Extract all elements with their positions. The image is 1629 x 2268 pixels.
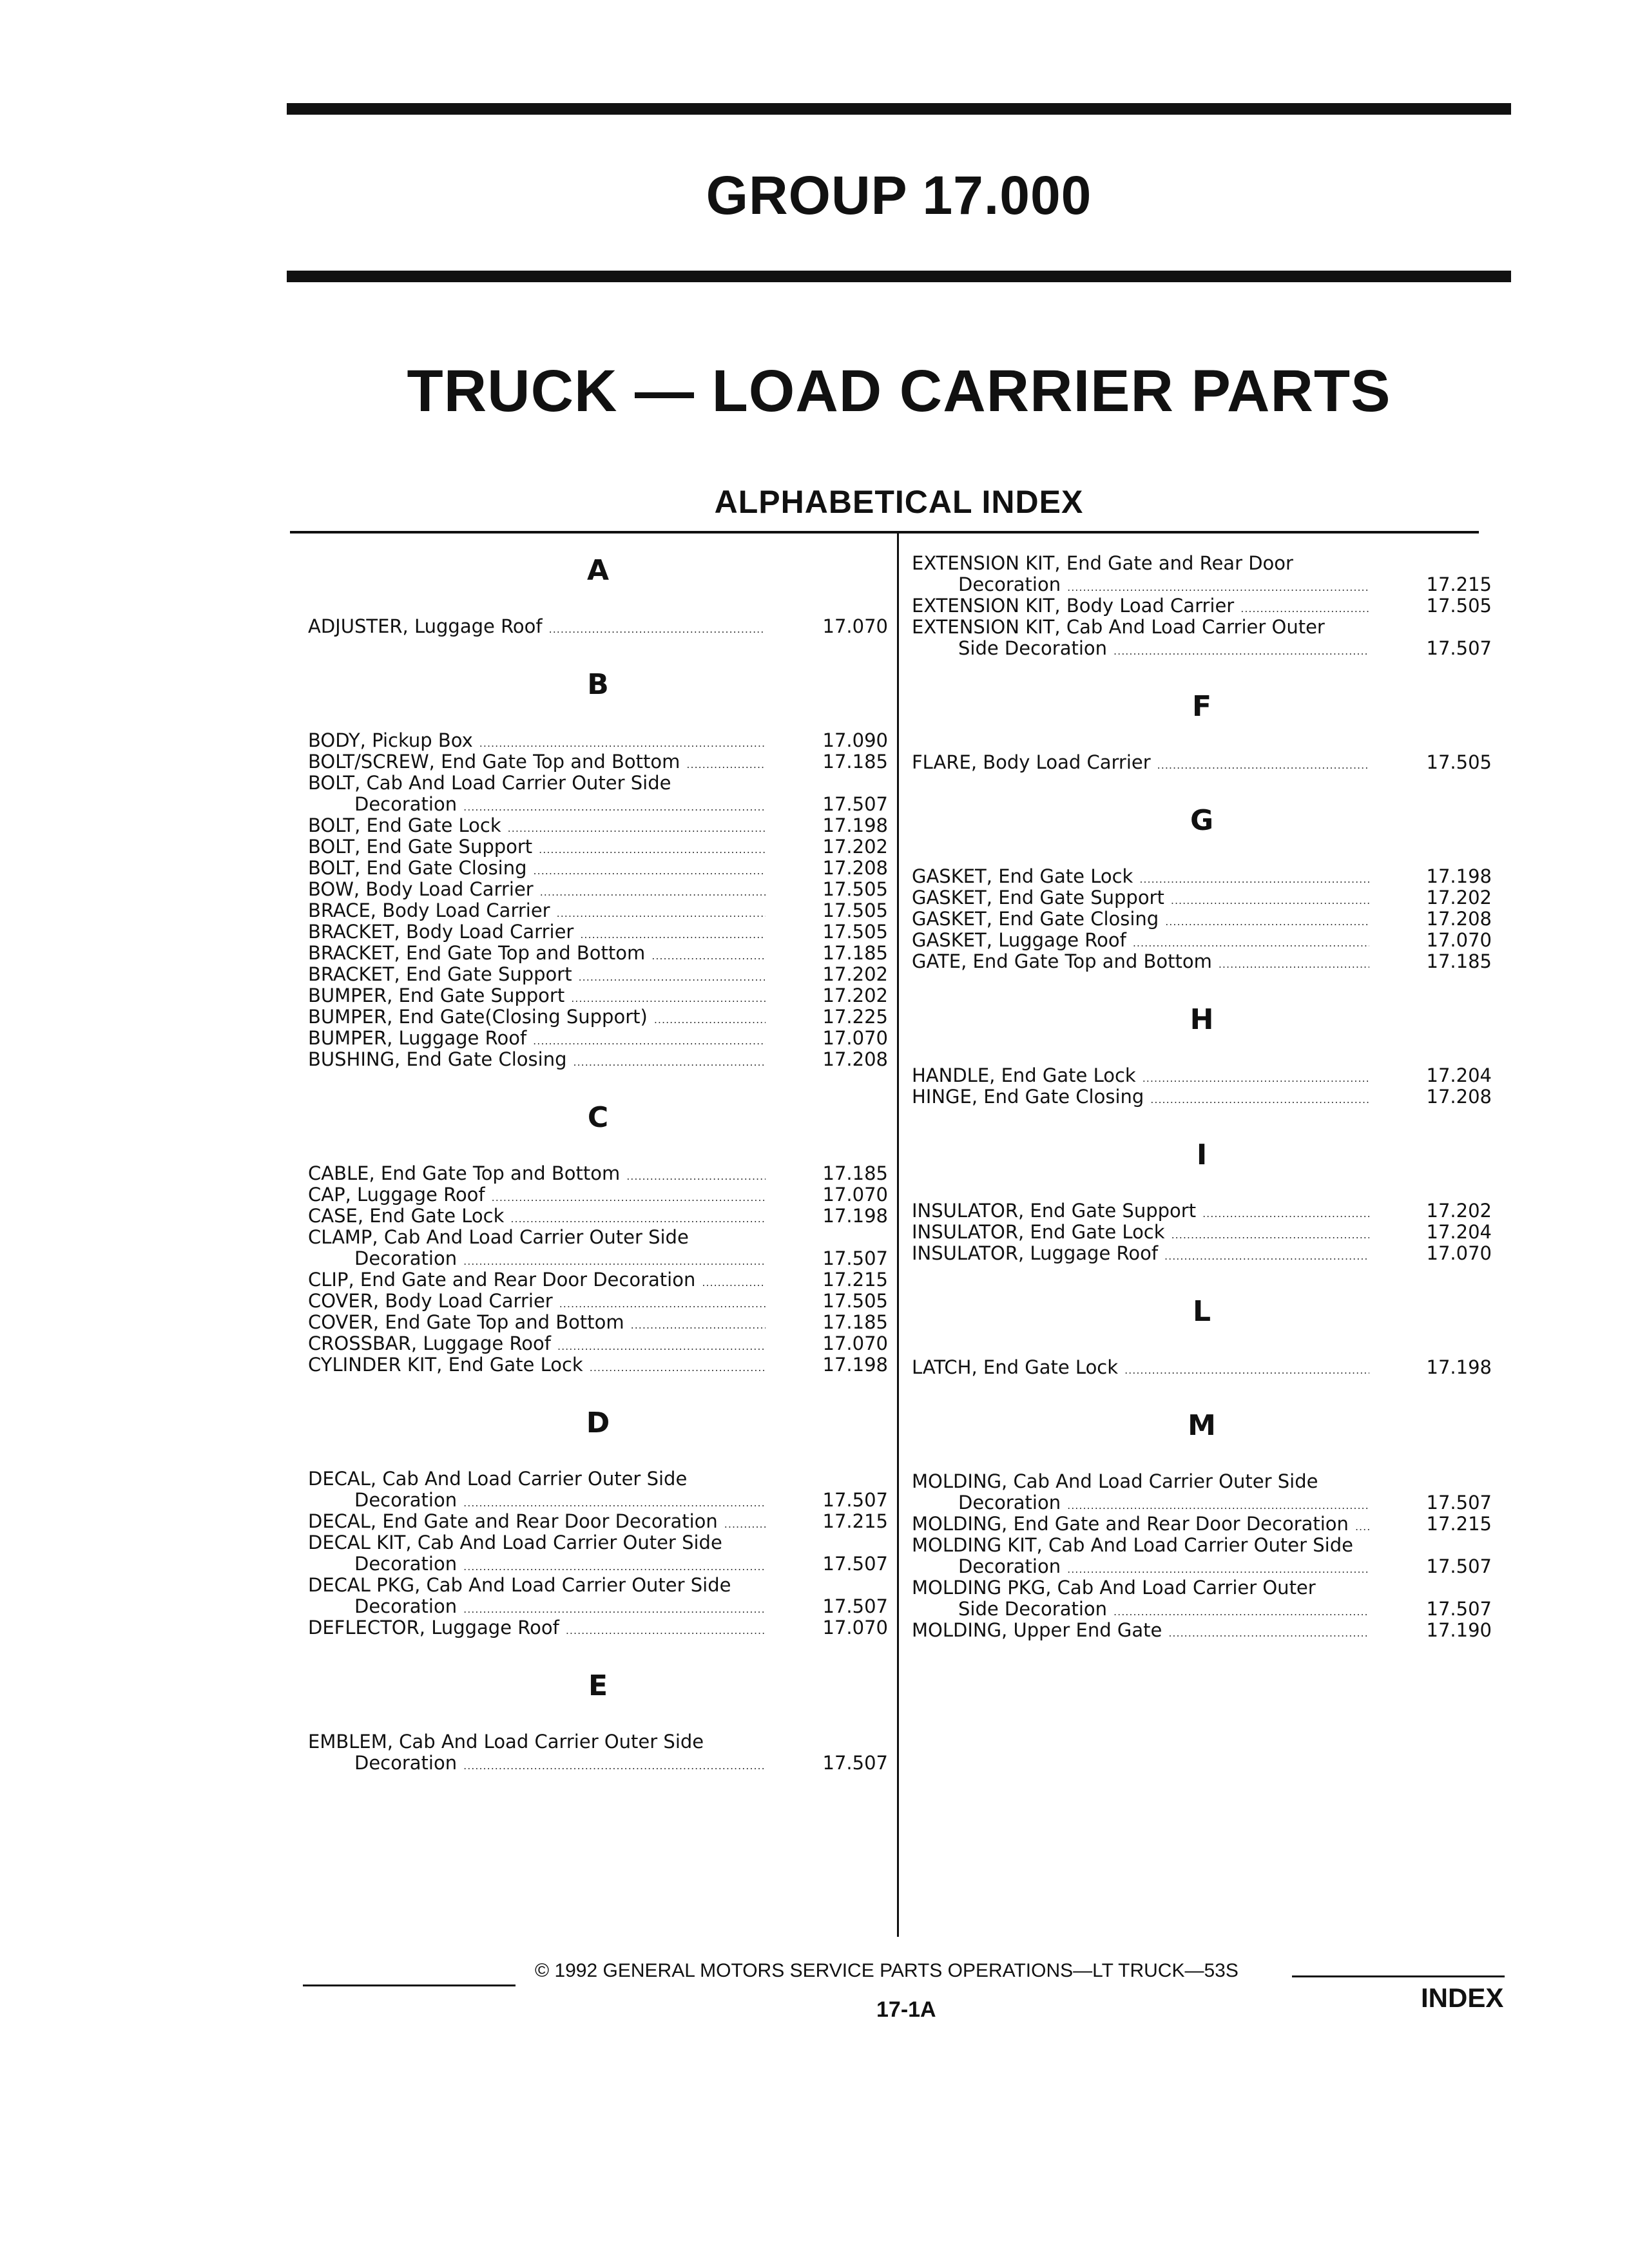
leader-dots (463, 1755, 766, 1776)
entry-text: DECAL, Cab And Load Carrier Outer Side (308, 1468, 688, 1490)
index-section (308, 1095, 888, 1376)
section-letter: C (587, 1100, 609, 1134)
second-rule (287, 271, 1511, 282)
index-section (912, 997, 1492, 1108)
entry-text: DECAL, End Gate and Rear Door Decoration (308, 1510, 718, 1532)
leader-dots (1150, 1089, 1369, 1110)
entry-ref: 17.215 (1426, 1513, 1492, 1535)
entry-text: Decoration (958, 1492, 1061, 1514)
leader-dots (1219, 954, 1369, 975)
entry-ref: 17.070 (822, 1332, 888, 1354)
index-entry (308, 879, 888, 900)
index-entry (308, 1532, 888, 1575)
entry-ref: 17.507 (822, 1595, 888, 1617)
entry-ref: 17.208 (1426, 908, 1492, 930)
entry-ref: 17.507 (1426, 1492, 1492, 1514)
leader-dots (574, 1052, 766, 1073)
index-entry (912, 617, 1492, 659)
entry-text: Side Decoration (958, 1598, 1108, 1620)
entry-ref: 17.198 (822, 814, 888, 836)
index-entry (912, 1200, 1492, 1222)
entry-ref: 17.507 (1426, 637, 1492, 659)
entry-text: LATCH, End Gate Lock (912, 1356, 1119, 1378)
entry-text: Decoration (354, 1595, 458, 1617)
leader-dots (1168, 1622, 1369, 1644)
entry-ref: 17.204 (1426, 1221, 1492, 1243)
index-label: INDEX (1421, 1983, 1504, 2013)
section-letter: G (1190, 803, 1214, 837)
index-section (912, 1132, 1492, 1264)
entry-text: EMBLEM, Cab And Load Carrier Outer Side (308, 1731, 704, 1753)
index-entry (308, 730, 888, 751)
entry-ref: 17.505 (1426, 595, 1492, 617)
entry-text: CASE, End Gate Lock (308, 1205, 505, 1227)
entry-ref: 17.507 (822, 793, 888, 815)
entry-text: CYLINDER KIT, End Gate Lock (308, 1354, 583, 1376)
entry-text: Decoration (354, 1553, 458, 1575)
entry-text: EXTENSION KIT, Body Load Carrier (912, 595, 1235, 617)
footer-rule-right (1292, 1975, 1505, 1977)
section-letter: E (588, 1669, 608, 1702)
entry-text: EXTENSION KIT, Cab And Load Carrier Outer (912, 616, 1325, 638)
entry-ref: 17.185 (1426, 950, 1492, 972)
entry-ref: 17.507 (1426, 1598, 1492, 1620)
entry-ref: 17.070 (822, 1027, 888, 1049)
entry-text: MOLDING KIT, Cab And Load Carrier Outer Side (912, 1534, 1353, 1556)
index-entry (308, 858, 888, 879)
entry-ref: 17.507 (822, 1553, 888, 1575)
leader-dots (1164, 1245, 1369, 1267)
entry-text: HANDLE, End Gate Lock (912, 1064, 1136, 1086)
page-number: 17-1A (876, 1997, 936, 2022)
page-title: TRUCK — LOAD CARRIER PARTS (407, 358, 1391, 424)
entry-text: GASKET, Luggage Roof (912, 929, 1126, 951)
entry-text: BOW, Body Load Carrier (308, 878, 534, 900)
entry-ref: 17.507 (822, 1489, 888, 1511)
entry-ref: 17.070 (822, 1617, 888, 1639)
entry-text: DEFLECTOR, Luggage Roof (308, 1617, 559, 1639)
entry-text: BOLT, End Gate Support (308, 836, 533, 858)
copyright-line: © 1992 GENERAL MOTORS SERVICE PARTS OPERATIONS—LT TRUCK—53S (535, 1960, 1239, 1981)
index-entry (912, 595, 1492, 617)
entry-ref: 17.202 (822, 985, 888, 1006)
entry-text: MOLDING, Upper End Gate (912, 1619, 1162, 1641)
leader-dots (1157, 754, 1369, 776)
entry-text: Decoration (354, 793, 458, 815)
entry-ref: 17.198 (1426, 865, 1492, 887)
index-section (912, 1403, 1492, 1641)
entry-ref: 17.185 (822, 1162, 888, 1184)
index-entry (912, 1577, 1492, 1620)
index-entry (912, 866, 1492, 887)
index-entry (308, 985, 888, 1006)
entry-text: BOLT/SCREW, End Gate Top and Bottom (308, 751, 680, 773)
index-entry (308, 1575, 888, 1617)
index-entry (308, 1511, 888, 1532)
entry-text: Decoration (354, 1752, 458, 1774)
index-entry (308, 1354, 888, 1376)
entry-ref: 17.505 (1426, 751, 1492, 773)
index-entry (912, 908, 1492, 930)
index-entry (912, 1222, 1492, 1243)
entry-text: BUMPER, Luggage Roof (308, 1027, 527, 1049)
entry-text: Decoration (958, 573, 1061, 595)
index-entry (308, 1269, 888, 1291)
entry-ref: 17.208 (822, 857, 888, 879)
index-section (912, 798, 1492, 972)
index-entry (912, 1086, 1492, 1108)
entry-ref: 17.507 (822, 1247, 888, 1269)
entry-ref: 17.070 (822, 1184, 888, 1206)
index-entry (912, 1065, 1492, 1086)
index-section (912, 1289, 1492, 1378)
entry-ref: 17.507 (1426, 1555, 1492, 1577)
entry-text: DECAL PKG, Cab And Load Carrier Outer Side (308, 1574, 731, 1596)
index-section (912, 684, 1492, 773)
entry-ref: 17.204 (1426, 1064, 1492, 1086)
index-entry (912, 887, 1492, 908)
entry-text: BODY, Pickup Box (308, 729, 473, 751)
column-divider (897, 533, 899, 1937)
entry-text: FLARE, Body Load Carrier (912, 751, 1151, 773)
index-entry (912, 1535, 1492, 1577)
entry-text: GATE, End Gate Top and Bottom (912, 950, 1212, 972)
index-entry (308, 1731, 888, 1774)
entry-text: GASKET, End Gate Support (912, 887, 1164, 908)
entry-text: BRACE, Body Load Carrier (308, 899, 550, 921)
index-entry (912, 1620, 1492, 1641)
index-entry (912, 1471, 1492, 1514)
index-entry (308, 1333, 888, 1354)
index-heading: ALPHABETICAL INDEX (714, 484, 1084, 520)
index-entry (308, 1206, 888, 1227)
entry-text: COVER, End Gate Top and Bottom (308, 1311, 624, 1333)
index-entry (912, 1357, 1492, 1378)
entry-text: BRACKET, End Gate Support (308, 963, 572, 985)
entry-text: INSULATOR, End Gate Lock (912, 1221, 1165, 1243)
index-entry (308, 1468, 888, 1511)
index-entry (308, 751, 888, 773)
entry-text: BRACKET, End Gate Top and Bottom (308, 942, 646, 964)
entry-ref: 17.190 (1426, 1619, 1492, 1641)
section-letter: D (586, 1406, 610, 1439)
entry-ref: 17.215 (1426, 573, 1492, 595)
index-entry (308, 964, 888, 985)
entry-ref: 17.202 (822, 836, 888, 858)
section-letter: I (1196, 1138, 1208, 1171)
entry-text: Side Decoration (958, 637, 1108, 659)
entry-text: HINGE, End Gate Closing (912, 1086, 1144, 1108)
entry-text: INSULATOR, End Gate Support (912, 1200, 1197, 1222)
footer-rule-left (303, 1984, 516, 1986)
index-entry (308, 943, 888, 964)
entry-text: BUMPER, End Gate(Closing Support) (308, 1006, 648, 1028)
entry-text: CABLE, End Gate Top and Bottom (308, 1162, 621, 1184)
entry-ref: 17.202 (1426, 887, 1492, 908)
entry-ref: 17.070 (1426, 1242, 1492, 1264)
entry-text: ADJUSTER, Luggage Roof (308, 615, 543, 637)
entry-text: EXTENSION KIT, End Gate and Rear Door (912, 552, 1293, 574)
index-section (308, 662, 888, 1070)
entry-ref: 17.202 (822, 963, 888, 985)
entry-ref: 17.070 (1426, 929, 1492, 951)
index-entry (308, 1312, 888, 1333)
entry-text: Decoration (354, 1247, 458, 1269)
index-entry (912, 752, 1492, 773)
entry-text: BUMPER, End Gate Support (308, 985, 565, 1006)
leader-dots (1113, 640, 1369, 662)
leader-dots (566, 1620, 766, 1641)
index-entry (308, 1049, 888, 1070)
entry-ref: 17.198 (822, 1354, 888, 1376)
index-entry (308, 1184, 888, 1206)
section-letter: L (1192, 1294, 1211, 1328)
entry-ref: 17.185 (822, 1311, 888, 1333)
entry-text: BOLT, Cab And Load Carrier Outer Side (308, 772, 671, 794)
entry-text: DECAL KIT, Cab And Load Carrier Outer Side (308, 1532, 722, 1553)
index-entry (912, 951, 1492, 972)
index-section (308, 548, 888, 637)
leader-dots (590, 1357, 766, 1378)
index-entry (912, 1243, 1492, 1264)
entry-ref: 17.225 (822, 1006, 888, 1028)
entry-ref: 17.185 (822, 751, 888, 773)
entry-ref: 17.202 (1426, 1200, 1492, 1222)
index-section (912, 553, 1492, 659)
entry-text: BOLT, End Gate Lock (308, 814, 501, 836)
index-entry (308, 1028, 888, 1049)
right-column (912, 553, 1492, 1641)
index-entry (912, 930, 1492, 951)
section-letter: F (1191, 689, 1212, 723)
index-entry (308, 815, 888, 836)
entry-ref: 17.208 (1426, 1086, 1492, 1108)
entry-text: CLAMP, Cab And Load Carrier Outer Side (308, 1226, 689, 1248)
index-entry (308, 616, 888, 637)
left-column (308, 548, 888, 1774)
entry-ref: 17.505 (822, 1290, 888, 1312)
entry-text: Decoration (958, 1555, 1061, 1577)
entry-text: BUSHING, End Gate Closing (308, 1048, 567, 1070)
entry-ref: 17.505 (822, 878, 888, 900)
section-letter: M (1188, 1408, 1216, 1442)
entry-text: BRACKET, Body Load Carrier (308, 921, 574, 943)
entry-text: BOLT, End Gate Closing (308, 857, 527, 879)
entry-text: CROSSBAR, Luggage Roof (308, 1332, 551, 1354)
entry-text: MOLDING PKG, Cab And Load Carrier Outer (912, 1577, 1316, 1599)
entry-ref: 17.215 (822, 1269, 888, 1291)
index-entry (308, 1291, 888, 1312)
leader-dots (549, 619, 766, 640)
entry-text: INSULATOR, Luggage Roof (912, 1242, 1159, 1264)
entry-text: COVER, Body Load Carrier (308, 1290, 553, 1312)
entry-text: GASKET, End Gate Lock (912, 865, 1133, 887)
index-entry (308, 836, 888, 858)
index-entry (308, 1617, 888, 1639)
entry-ref: 17.070 (822, 615, 888, 637)
entry-ref: 17.507 (822, 1752, 888, 1774)
entry-text: GASKET, End Gate Closing (912, 908, 1159, 930)
entry-text: CAP, Luggage Roof (308, 1184, 485, 1206)
entry-ref: 17.198 (822, 1205, 888, 1227)
index-section (308, 1663, 888, 1774)
entry-text: CLIP, End Gate and Rear Door Decoration (308, 1269, 696, 1291)
entry-ref: 17.185 (822, 942, 888, 964)
index-entry (308, 921, 888, 943)
index-section (308, 1400, 888, 1639)
section-letter: A (586, 553, 610, 587)
group-title: GROUP 17.000 (706, 165, 1092, 226)
entry-text: Decoration (354, 1489, 458, 1511)
entry-ref: 17.090 (822, 729, 888, 751)
entry-text: MOLDING, End Gate and Rear Door Decoration (912, 1513, 1349, 1535)
leader-dots (1124, 1360, 1369, 1381)
entry-text: MOLDING, Cab And Load Carrier Outer Side (912, 1470, 1318, 1492)
index-entry (308, 773, 888, 815)
index-entry (308, 1227, 888, 1269)
entry-ref: 17.198 (1426, 1356, 1492, 1378)
entry-ref: 17.208 (822, 1048, 888, 1070)
index-heading-rule (290, 531, 1479, 533)
entry-ref: 17.505 (822, 921, 888, 943)
entry-ref: 17.215 (822, 1510, 888, 1532)
index-entry (912, 553, 1492, 595)
index-entry (308, 900, 888, 921)
index-entry (308, 1006, 888, 1028)
index-entry (912, 1514, 1492, 1535)
entry-ref: 17.505 (822, 899, 888, 921)
section-letter: H (1190, 1003, 1214, 1036)
index-entry (308, 1163, 888, 1184)
section-letter: B (587, 668, 609, 701)
top-rule (287, 103, 1511, 115)
